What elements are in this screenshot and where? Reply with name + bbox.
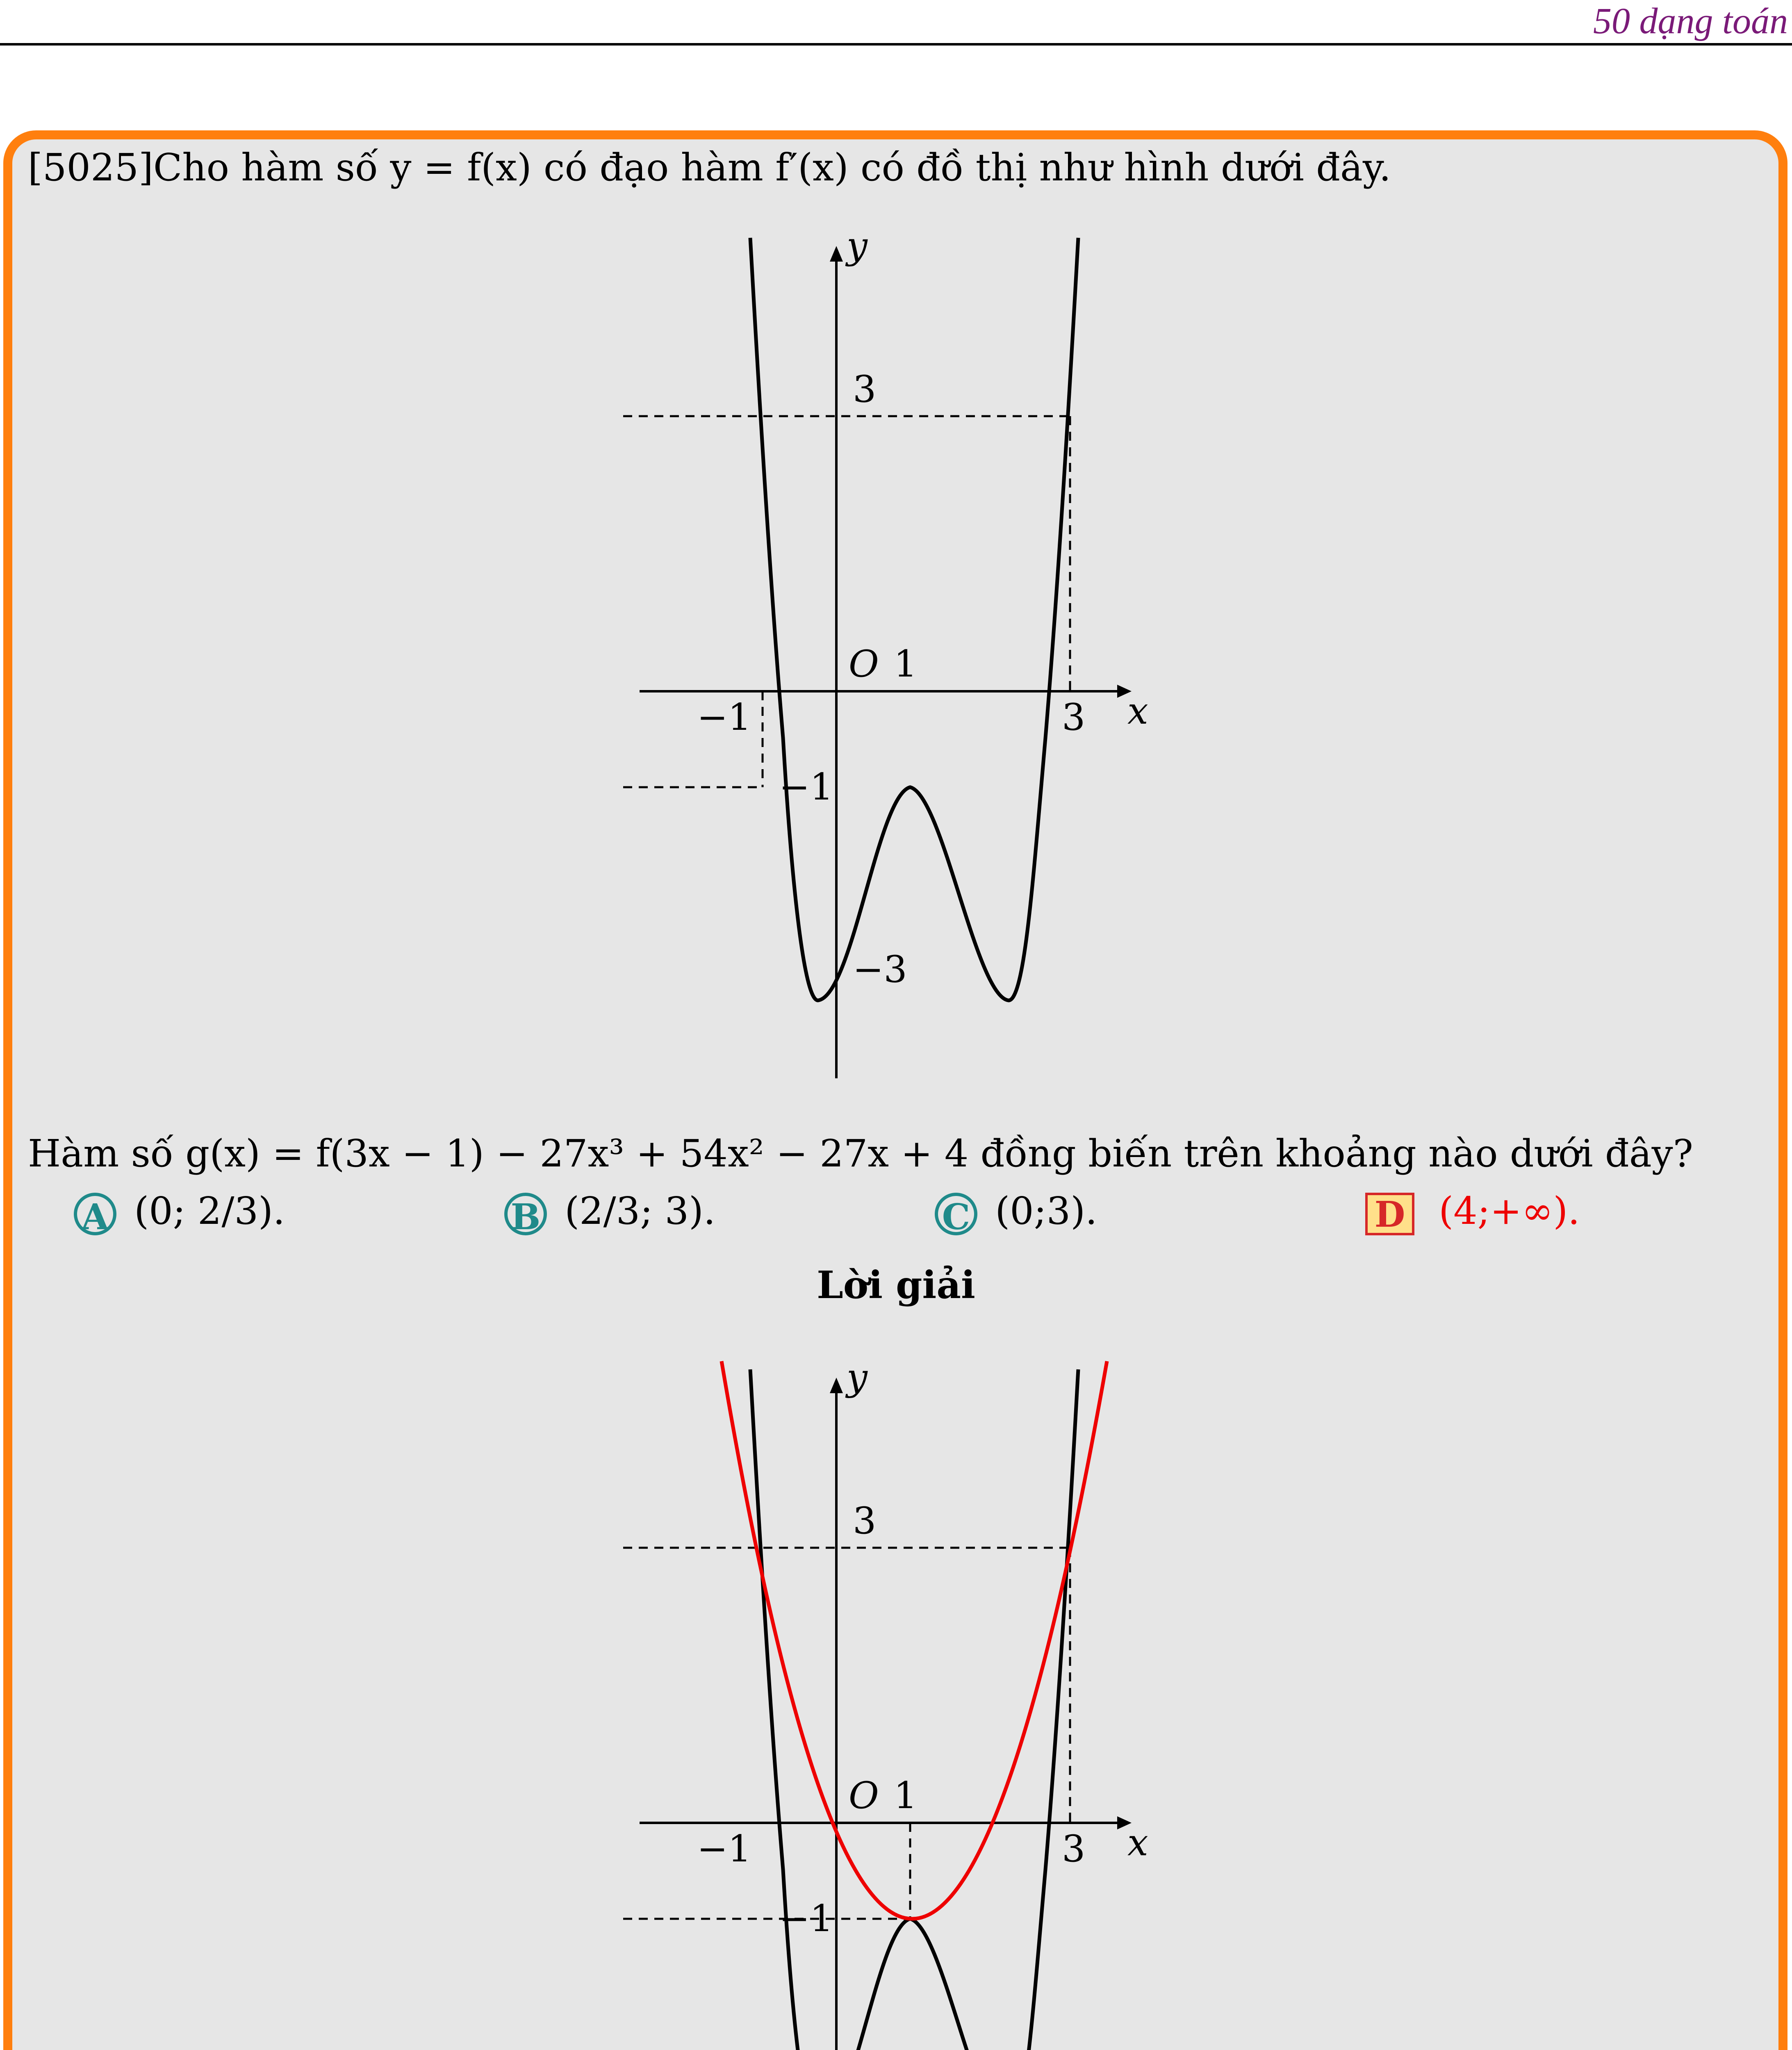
graph2-tick-xneg1: −1 <box>697 1827 751 1870</box>
graph1-tick-yneg1: −1 <box>779 765 833 809</box>
solution-title: Lời giải <box>817 1263 975 1307</box>
derivative-graph <box>623 221 1156 1091</box>
graph2-origin: O <box>849 1774 879 1817</box>
graph1-tick-x1: 1 <box>894 642 918 686</box>
graph1-tick-xneg1: −1 <box>697 696 751 739</box>
graph1-guides <box>623 416 1070 787</box>
graph1-label-y: y <box>847 224 868 267</box>
graph1-tick-x3: 3 <box>1062 696 1086 739</box>
option-a[interactable] <box>74 1189 285 1238</box>
graph1-origin: O <box>849 642 879 686</box>
option-d-text: (4;+∞). <box>1439 1189 1580 1233</box>
graph2-y-arrow <box>830 1378 843 1393</box>
graph2-tick-yneg1: −1 <box>779 1897 833 1940</box>
question: Hàm số g(x) = f(3x − 1) − 27x³ + 54x² − 27x + 4 đồng biến trên khoảng nào dưới đây? <box>28 1132 1693 1175</box>
graph2-label-x: x <box>1127 1821 1148 1864</box>
solution-graph <box>623 1353 1156 2050</box>
graph1-tick-y3: 3 <box>853 368 877 411</box>
graph1-y-arrow <box>830 246 843 262</box>
option-b[interactable] <box>504 1189 716 1238</box>
option-d[interactable] <box>1365 1189 1580 1235</box>
option-c-text: (0;3). <box>995 1189 1098 1233</box>
graph2-label-y: y <box>847 1356 868 1399</box>
graph1-tick-yneg3: −3 <box>853 948 907 991</box>
option-a-letter: A <box>74 1193 116 1235</box>
graph2-tick-y3: 3 <box>853 1499 877 1542</box>
option-d-letter: D <box>1365 1193 1414 1235</box>
header-title: 50 dạng toán <box>1593 1 1788 41</box>
option-b-letter: B <box>504 1193 547 1235</box>
graph2-tick-x3: 3 <box>1062 1827 1086 1870</box>
graph2-tick-x1: 1 <box>894 1774 918 1817</box>
graph2-guides <box>623 1548 1070 1919</box>
option-a-text: (0; 2/3). <box>134 1189 285 1233</box>
graph1-fprime-curve <box>750 238 1078 1000</box>
option-b-text: (2/3; 3). <box>565 1189 716 1233</box>
graph2-fprime-curve <box>750 1369 1078 2050</box>
graph1-label-x: x <box>1127 690 1148 733</box>
header-rule <box>0 43 1792 46</box>
option-c-letter: C <box>935 1193 977 1235</box>
option-c[interactable] <box>935 1189 1098 1238</box>
problem-statement: [5025]Cho hàm số y = f(x) có đạo hàm f′(x) có đồ thị như hình dưới đây. <box>28 146 1391 189</box>
